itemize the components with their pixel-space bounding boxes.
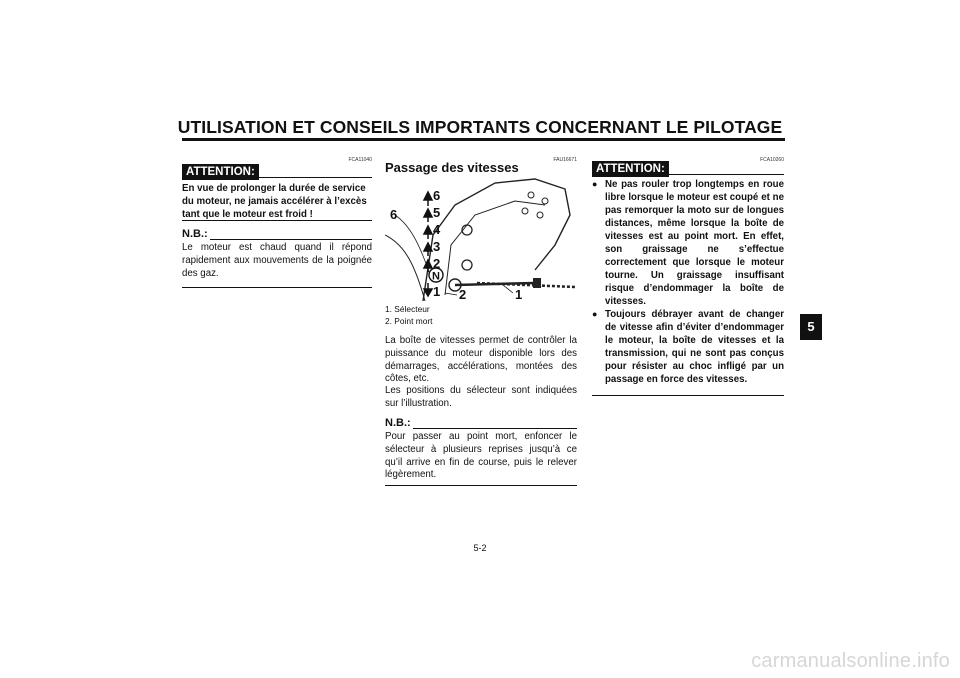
middle-nb-text: Pour passer au point mort, enfoncer le sélecteur à plusieurs reprises jusqu’à ce qu’il arrive en fin de course, puis le relever légèrement. [385,431,577,481]
right-attention-bullet-1: ● Ne pas rouler trop longtemps en roue libre lorsque le moteur est coupé et ne pas remorquer la moto sur de longues distances, même lorsque la boîte de vitesses est au point mort. En effet, son graissage ne s’effectue correctement que lorsque le moteur tourne. Un graissage insuffisant risque d’endommager la boîte de vitesses. [592,178,784,308]
bolt [528,192,534,198]
gear-label-3: 3 [433,239,441,254]
figure-caption-2: 2. Point mort [385,316,433,326]
left-attention-text: En vue de prolonger la durée de service du moteur, ne jamais accélérer à l’excès tant que le moteur est froid ! [182,183,367,220]
frame-curve [385,235,425,301]
gear-label-4: 4 [433,222,441,237]
callout-1: 1 [515,287,523,302]
left-nb-rule [210,239,372,240]
left-attention-end-rule [182,220,372,221]
middle-nb-label: N.B.: [385,417,411,429]
gear-label-1: 1 [433,284,441,299]
callout-2: 2 [459,287,467,302]
middle-nb-end-rule [385,485,577,486]
gear-label-6: 6 [433,188,441,203]
shift-paragraph-2: Les positions du sélecteur sont indiquées sur l’illustration. [385,385,577,409]
section-title: Passage des vitesses [385,160,519,175]
left-attention-rule [256,177,372,178]
gear-label-2: 2 [433,256,441,271]
left-nb-text: Le moteur est chaud quand il répond rapidement aux mouvements de la poignée des gaz. [182,242,372,279]
watermark: carmanualsonline.info [751,650,950,672]
bolt [522,208,528,214]
up-arrow [424,226,432,239]
bolt [537,212,543,218]
page-header-title: UTILISATION ET CONSEILS IMPORTANTS CONCERNANT LE PILOTAGE [177,117,783,137]
right-attention-bullet-2: ● Toujours débrayer avant de changer de vitesse afin d’éviter d’endommager le moteur, la boîte de vitesses et la transmission, qui ne sont pas conçus pour résister au choc infligé par un passage en force des vitesses. [592,308,784,386]
gear-shift-figure [385,175,577,302]
callout-1-leader [503,285,513,293]
bolt [542,198,548,204]
figure-caption-1: 1. Sélecteur [385,304,430,314]
callout-6: 6 [390,207,398,222]
bracket-outline [423,179,570,301]
right-attention-end-rule [592,395,784,396]
callout-2-leader [445,293,457,295]
middle-nb-rule [413,428,577,429]
left-ref-code: FCA11040 [348,157,372,163]
header-rule [182,138,785,141]
right-attention-list [592,178,784,386]
left-nb-end-rule [182,287,372,288]
right-attention-rule [667,174,784,175]
bolt [462,260,472,270]
page-number: 5-2 [473,543,487,553]
gear-label-neutral: N [432,270,440,283]
right-attention-badge: ATTENTION: [592,161,669,177]
chapter-tab: 5 [800,314,822,340]
shift-paragraph-1: La boîte de vitesses permet de contrôler la puissance du moteur disponible lors des démarrages, accélérations, montées des côtes, etc. [385,335,577,385]
gear-label-5: 5 [433,205,441,220]
up-arrow [424,209,432,222]
left-attention-badge: ATTENTION: [182,164,259,180]
right-ref-code: FCA10260 [760,157,784,163]
middle-ref-code: FAU16671 [553,157,577,163]
up-arrow [424,192,432,206]
left-nb-label: N.B.: [182,228,208,240]
